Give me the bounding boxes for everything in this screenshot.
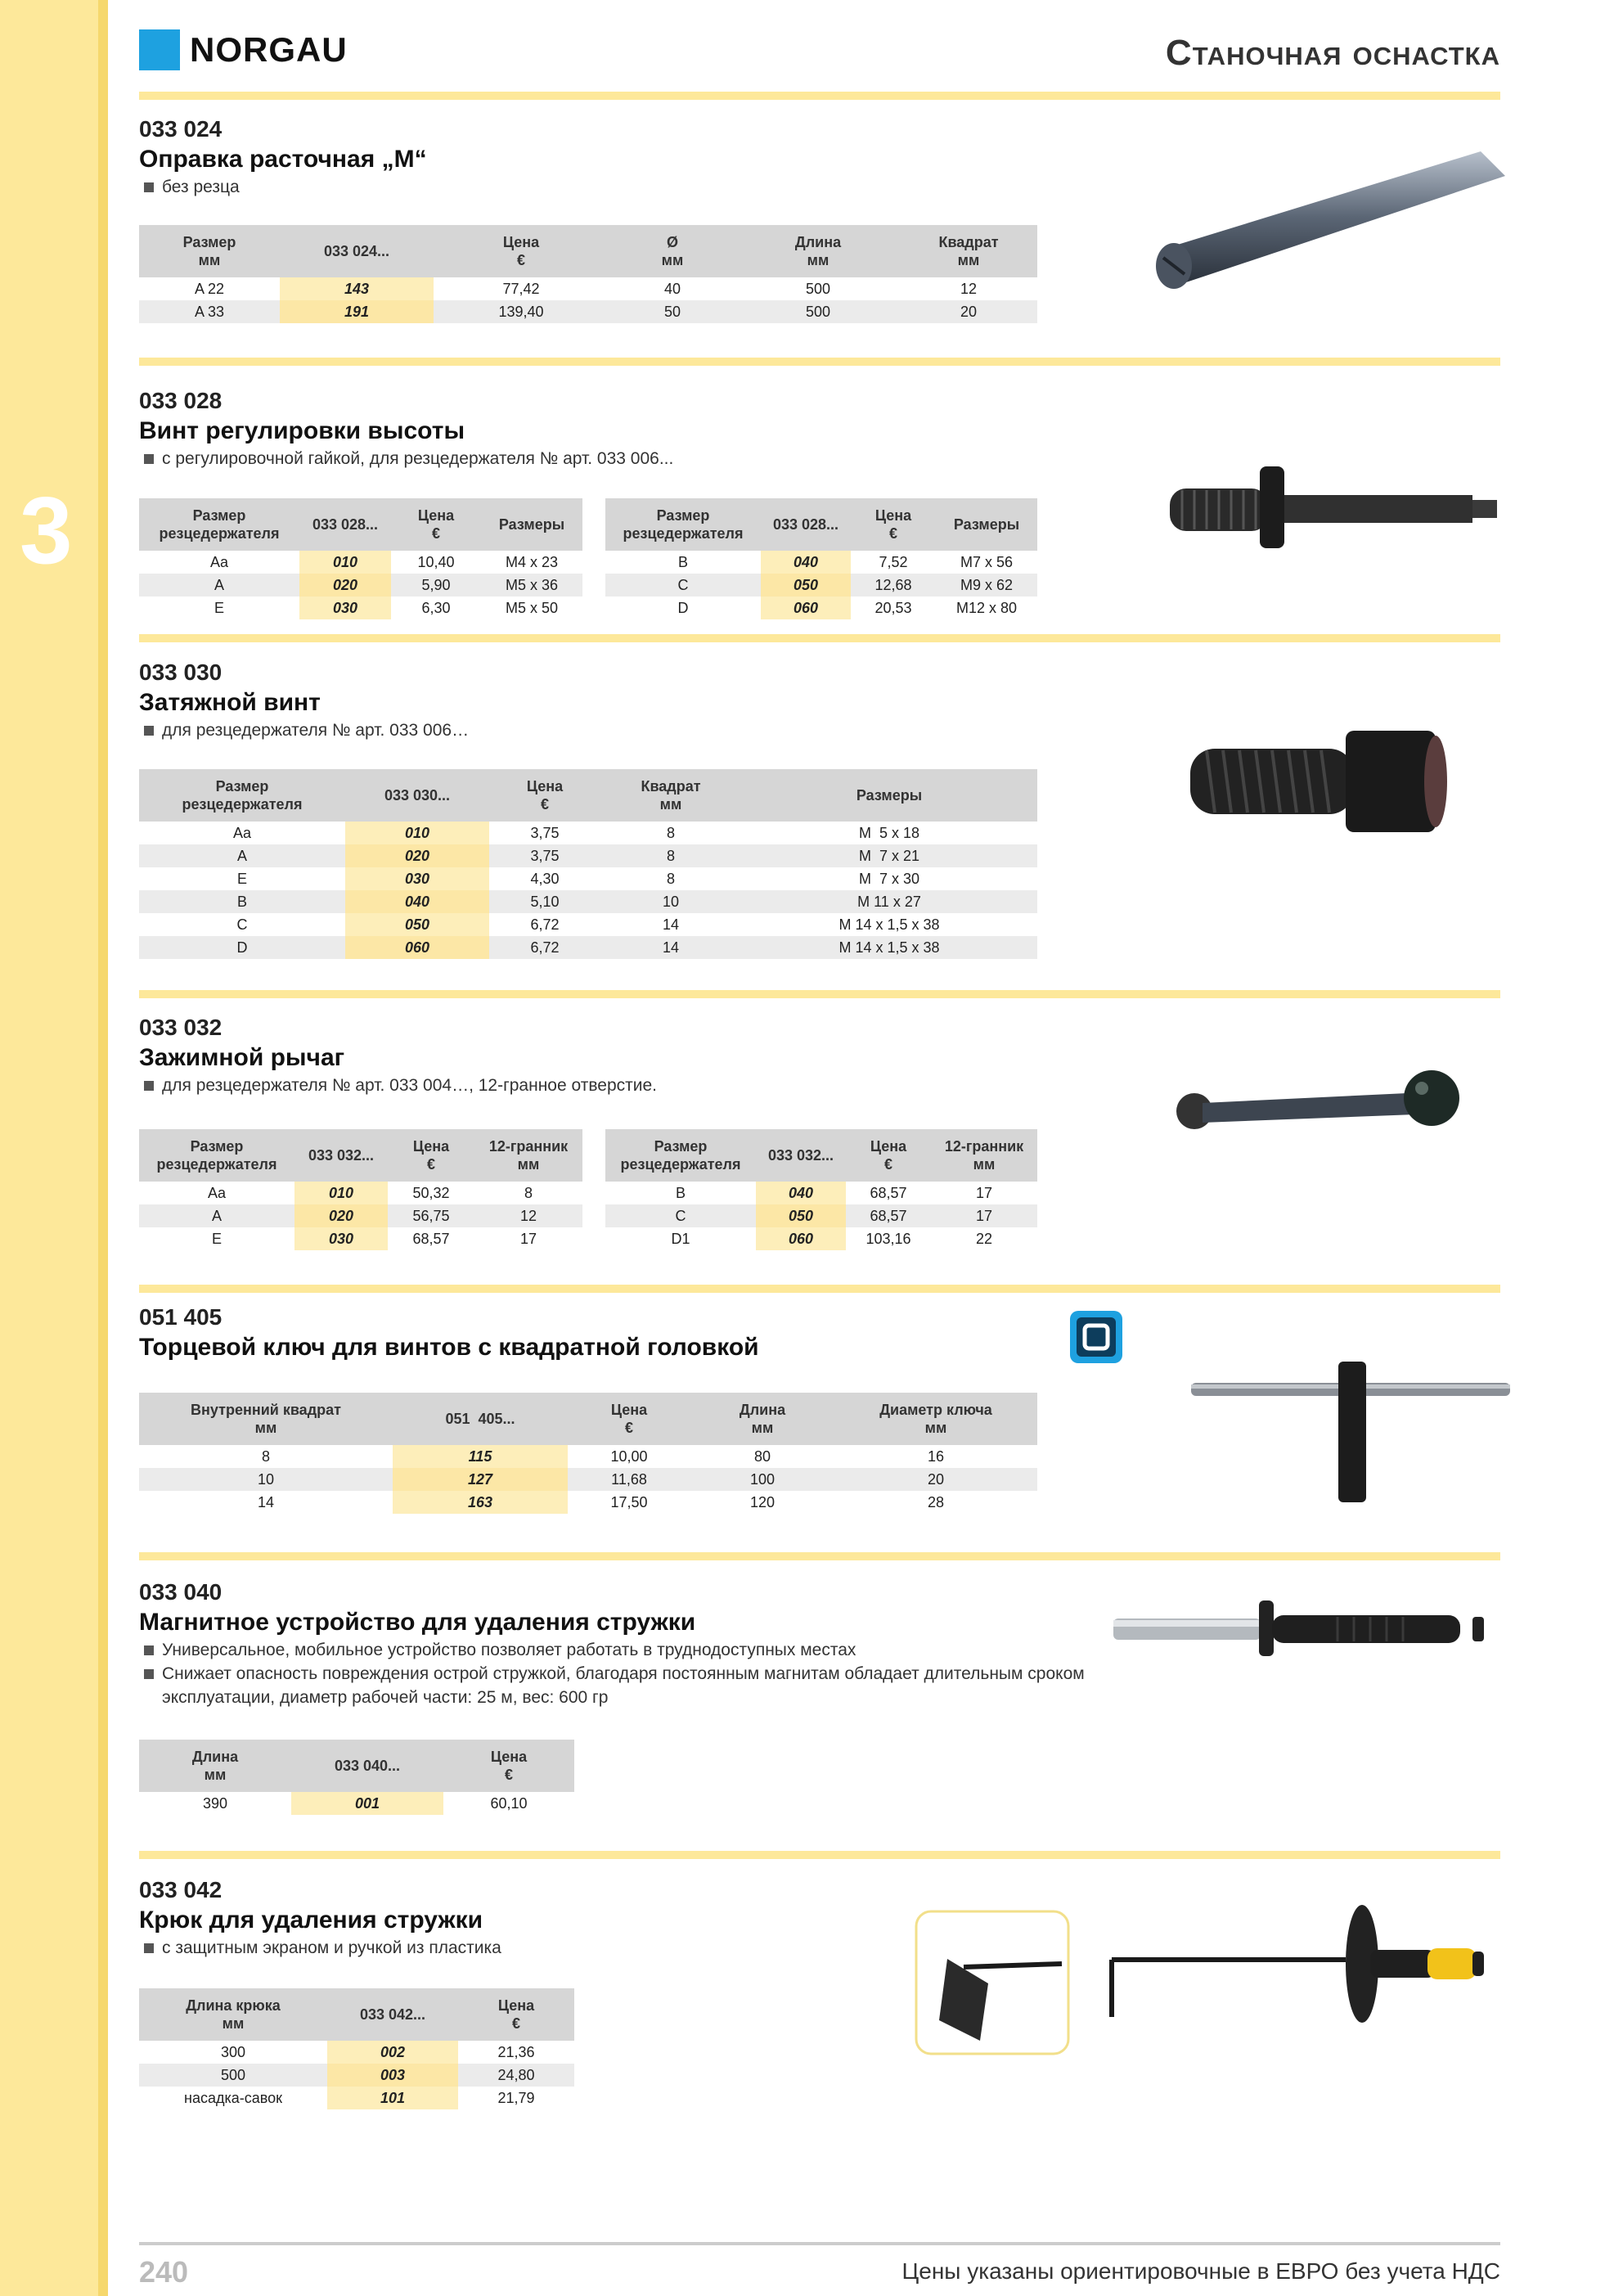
article-code-cell: 020 — [345, 844, 489, 867]
table-cell: M 7 x 21 — [741, 844, 1037, 867]
product-note: с защитным экраном и ручкой из пластика — [139, 1936, 501, 1960]
table-header: Размер резцедержателя — [605, 498, 761, 551]
table-cell: A — [139, 844, 345, 867]
table-header: Размер мм — [139, 225, 280, 277]
table-header-row — [139, 1129, 582, 1182]
table-row — [139, 1227, 582, 1250]
table-cell: 50,32 — [412, 1184, 450, 1201]
table-header: 033 028... — [761, 498, 851, 551]
table-cell: 8 — [261, 1447, 270, 1465]
table-header: Квадрат мм — [900, 225, 1037, 277]
table-cell: 10,00 — [610, 1447, 648, 1465]
square-socket-icon — [1068, 1309, 1124, 1365]
article-code-cell: 020 — [294, 1204, 388, 1227]
product-code: 033 042 — [139, 1877, 223, 1902]
table-header: Размер резцедержателя — [139, 1129, 294, 1182]
article-code-cell: 143 — [280, 277, 434, 300]
table-cell: 8 — [666, 870, 675, 887]
table-cell: Aa — [232, 824, 252, 841]
table-cell: 10 — [600, 890, 741, 913]
price-table-051-405 — [139, 1393, 1037, 1514]
table-cell: 6,72 — [530, 916, 560, 933]
table-header: Размеры — [936, 498, 1037, 551]
table-header: Диаметр ключа мм — [834, 1393, 1037, 1445]
product-033-032 — [139, 1013, 657, 1097]
section-divider — [139, 1285, 1500, 1293]
table-row — [139, 936, 1037, 959]
table-cell: 120 — [749, 1493, 776, 1510]
table-header: 033 040... — [291, 1740, 443, 1792]
table-cell: 22 — [975, 1230, 993, 1247]
product-033-024 — [139, 115, 427, 199]
table-header: 033 028... — [299, 498, 391, 551]
article-code-cell: 040 — [345, 890, 489, 913]
table-row — [139, 1445, 1037, 1468]
table-row — [605, 551, 1037, 574]
product-note: для резцедержателя № арт. 033 004…, 12-гранное отверстие. — [139, 1074, 657, 1097]
table-cell: 20 — [900, 300, 1037, 323]
article-code-cell: 127 — [393, 1468, 568, 1491]
table-cell: C — [236, 916, 248, 933]
table-cell: 139,40 — [434, 300, 609, 323]
table-cell: 5,90 — [391, 574, 481, 597]
table-cell: M5 x 50 — [505, 599, 559, 616]
table-header: Цена € — [443, 1740, 574, 1792]
table-row — [139, 1468, 1037, 1491]
product-title: Винт регулировки высоты — [139, 417, 465, 444]
article-code-cell: 001 — [291, 1792, 443, 1815]
table-cell: 56,75 — [388, 1204, 474, 1227]
table-header-row — [139, 1988, 574, 2041]
product-note: без резца — [139, 175, 427, 199]
article-code-cell: 010 — [299, 551, 391, 574]
article-code-cell: 163 — [393, 1491, 568, 1514]
product-title: Оправка расточная „M“ — [139, 146, 427, 173]
table-cell: E — [211, 1230, 222, 1247]
table-cell: 8 — [666, 824, 675, 841]
table-cell: M 5 x 18 — [858, 824, 920, 841]
product-code: 033 030 — [139, 660, 223, 685]
product-051-405 — [139, 1303, 759, 1363]
table-cell: A 22 — [194, 280, 225, 297]
table-header: Цена € — [568, 1393, 690, 1445]
table-header: Цена € — [391, 498, 481, 551]
article-code-cell: 030 — [299, 597, 391, 619]
product-title: Зажимной рычаг — [139, 1044, 345, 1071]
article-code-cell: 010 — [294, 1182, 388, 1204]
table-cell: 500 — [139, 2064, 327, 2087]
article-code-cell: 020 — [299, 574, 391, 597]
table-cell: 100 — [690, 1468, 834, 1491]
table-header: Размер резцедержателя — [605, 1129, 756, 1182]
table-header: Цена € — [458, 1988, 574, 2041]
table-cell: 20,53 — [874, 599, 912, 616]
footer-note: Цены указаны ориентировочные в ЕВРО без учета НДС — [901, 2258, 1500, 2284]
table-cell: 300 — [220, 2043, 246, 2060]
section-divider — [139, 1552, 1500, 1560]
product-title: Магнитное устройство для удаления стружки — [139, 1609, 696, 1636]
chip-hook-image — [1100, 1902, 1493, 2033]
table-cell: E — [236, 870, 247, 887]
price-table-033-032-right — [605, 1129, 1037, 1250]
price-table-033-030 — [139, 769, 1037, 959]
table-cell: 21,79 — [497, 2089, 535, 2106]
table-header-row — [139, 225, 1037, 277]
table-header: Цена € — [851, 498, 936, 551]
product-note: Снижает опасность повреждения острой стружкой, благодаря постоянным магнитам обладает длительным сроком эксплуатации, диаметр рабочей части: 25 м, вес: 600 гр — [139, 1662, 1104, 1709]
table-cell: 28 — [927, 1493, 945, 1510]
table-cell: Aa — [207, 1184, 227, 1201]
table-cell: M 14 x 1,5 x 38 — [741, 936, 1037, 959]
socket-wrench-image — [1186, 1358, 1513, 1506]
side-strip — [0, 0, 98, 2296]
product-note: с регулировочной гайкой, для резцедержателя № арт. 033 006... — [139, 447, 673, 470]
table-cell: 20 — [834, 1468, 1037, 1491]
table-header-row — [139, 498, 582, 551]
product-note: Универсальное, мобильное устройство позволяет работать в труднодоступных местах — [139, 1638, 1104, 1662]
table-cell: M4 x 23 — [505, 553, 559, 570]
table-cell: M5 x 36 — [481, 574, 582, 597]
table-cell: C — [605, 1204, 756, 1227]
table-cell: 80 — [753, 1447, 771, 1465]
table-cell: 60,10 — [490, 1794, 528, 1812]
table-row — [605, 1182, 1037, 1204]
product-code: 033 040 — [139, 1579, 223, 1605]
table-header: Внутренний квадрат мм — [139, 1393, 393, 1445]
table-row — [605, 597, 1037, 619]
table-header: Длина мм — [736, 225, 900, 277]
table-cell: M 7 x 30 — [858, 870, 920, 887]
product-title: Крюк для удаления стружки — [139, 1907, 483, 1934]
article-code-cell: 002 — [327, 2041, 458, 2064]
article-code-cell: 060 — [761, 597, 851, 619]
table-cell: 50 — [609, 300, 736, 323]
clamping-lever-image — [1170, 1064, 1481, 1146]
table-header: 12-гранник мм — [931, 1129, 1037, 1182]
product-033-042 — [139, 1875, 501, 1960]
table-cell: 24,80 — [458, 2064, 574, 2087]
table-row — [139, 913, 1037, 936]
product-033-040 — [139, 1578, 1104, 1709]
table-row — [139, 597, 582, 619]
table-row — [139, 300, 1037, 323]
table-header: Размер резцедержателя — [139, 498, 299, 551]
table-cell: 14 — [600, 936, 741, 959]
section-divider — [139, 634, 1500, 642]
table-header: Размеры — [741, 769, 1037, 822]
price-table-033-040 — [139, 1740, 574, 1815]
product-code: 033 032 — [139, 1015, 223, 1040]
table-cell: 14 — [662, 916, 680, 933]
product-note: для резцедержателя № арт. 033 006… — [139, 718, 469, 742]
section-divider — [139, 358, 1500, 366]
table-row — [139, 822, 1037, 844]
table-row — [605, 1204, 1037, 1227]
article-code-cell: 040 — [761, 551, 851, 574]
table-cell: 390 — [202, 1794, 228, 1812]
table-cell: 8 — [600, 844, 741, 867]
table-header: Цена € — [434, 225, 609, 277]
price-table-033-024 — [139, 225, 1037, 323]
table-cell: 3,75 — [530, 824, 560, 841]
boring-bar-image — [1153, 143, 1513, 307]
table-header: Размер резцедержателя — [139, 769, 345, 822]
table-cell: 21,36 — [497, 2043, 535, 2060]
magnetic-chip-remover-image — [1108, 1596, 1493, 1661]
table-cell: A — [139, 1204, 294, 1227]
article-code-cell: 101 — [327, 2087, 458, 2109]
table-cell: 3,75 — [489, 844, 600, 867]
table-header: 12-гранник мм — [474, 1129, 582, 1182]
table-cell: A 33 — [139, 300, 280, 323]
brand-logo-mark — [139, 29, 180, 70]
side-strip-edge — [98, 0, 108, 2296]
table-cell: D1 — [671, 1230, 690, 1247]
table-cell: 16 — [927, 1447, 945, 1465]
table-cell: 12 — [960, 280, 978, 297]
table-header: Цена € — [846, 1129, 931, 1182]
product-title: Затяжной винт — [139, 689, 321, 716]
table-row — [605, 574, 1037, 597]
table-row — [139, 1491, 1037, 1514]
chapter-number: 3 — [20, 477, 73, 583]
table-row — [139, 844, 1037, 867]
table-cell: A — [139, 574, 299, 597]
table-cell: насадка-савок — [184, 2089, 282, 2106]
table-row — [605, 1227, 1037, 1250]
table-cell: 103,16 — [865, 1230, 911, 1247]
table-cell: 6,30 — [421, 599, 451, 616]
table-header: 033 032... — [756, 1129, 846, 1182]
table-row — [139, 890, 1037, 913]
table-cell: 40 — [663, 280, 681, 297]
article-code-cell: 030 — [294, 1227, 388, 1250]
article-code-cell: 115 — [393, 1445, 568, 1468]
table-cell: 17,50 — [610, 1493, 648, 1510]
article-code-cell: 010 — [345, 822, 489, 844]
table-cell: M 11 x 27 — [741, 890, 1037, 913]
table-cell: 4,30 — [530, 870, 560, 887]
table-cell: 68,57 — [870, 1184, 907, 1201]
price-table-033-032-left — [139, 1129, 582, 1250]
table-header: Цена € — [489, 769, 600, 822]
table-cell: 17 — [975, 1184, 993, 1201]
table-cell: 12,68 — [851, 574, 936, 597]
table-cell: B — [677, 553, 688, 570]
table-row — [139, 551, 582, 574]
table-cell: 8 — [524, 1184, 533, 1201]
table-header: Длина мм — [139, 1740, 291, 1792]
table-cell: 7,52 — [879, 553, 908, 570]
table-header: Длина мм — [690, 1393, 834, 1445]
price-table-033-028-right — [605, 498, 1037, 619]
table-cell: D — [677, 599, 689, 616]
table-header: 033 032... — [294, 1129, 388, 1182]
article-code-cell: 050 — [756, 1204, 846, 1227]
table-header: 051 405... — [393, 1393, 568, 1445]
table-cell: 17 — [519, 1230, 537, 1247]
table-cell: 17 — [931, 1204, 1037, 1227]
section-divider — [139, 1851, 1500, 1859]
table-cell: M9 x 62 — [936, 574, 1037, 597]
header-divider — [139, 92, 1500, 100]
table-cell: Aa — [209, 553, 229, 570]
table-cell: M12 x 80 — [955, 599, 1018, 616]
table-header-row — [139, 1740, 574, 1792]
price-table-033-028-left — [139, 498, 582, 619]
table-cell: 68,57 — [412, 1230, 450, 1247]
table-header: Цена € — [388, 1129, 474, 1182]
article-code-cell: 050 — [761, 574, 851, 597]
table-header: 033 024... — [280, 225, 434, 277]
tension-screw-image — [1182, 724, 1452, 839]
page-number: 240 — [139, 2255, 189, 2289]
footer-divider — [139, 2242, 1500, 2245]
table-row — [139, 867, 1037, 890]
table-header-row — [139, 769, 1037, 822]
table-cell: M7 x 56 — [960, 553, 1014, 570]
table-cell: 10 — [139, 1468, 393, 1491]
table-header-row — [605, 498, 1037, 551]
table-header: 033 042... — [327, 1988, 458, 2041]
table-cell: 500 — [736, 300, 900, 323]
table-row — [139, 1182, 582, 1204]
table-row — [139, 2087, 574, 2109]
article-code-cell: 191 — [280, 300, 434, 323]
table-row — [139, 2041, 574, 2064]
table-cell: B — [139, 890, 345, 913]
brand-logo — [139, 29, 348, 70]
table-header: 033 030... — [345, 769, 489, 822]
brand-name: NORGAU — [190, 30, 348, 69]
table-header: Квадрат мм — [600, 769, 741, 822]
table-row — [139, 1204, 582, 1227]
adjusting-screw-image — [1162, 454, 1505, 560]
table-header: Ø мм — [609, 225, 736, 277]
page-header-title: Станочная оснастка — [1165, 33, 1500, 73]
table-cell: 10,40 — [417, 553, 455, 570]
table-cell: 5,10 — [489, 890, 600, 913]
scoop-attachment-image — [915, 1910, 1070, 2055]
table-cell: M 14 x 1,5 x 38 — [838, 916, 940, 933]
table-header-row — [139, 1393, 1037, 1445]
product-033-028 — [139, 386, 673, 470]
article-code-cell: 040 — [756, 1182, 846, 1204]
product-code: 033 028 — [139, 388, 223, 413]
table-cell: 500 — [805, 280, 831, 297]
table-header: Размеры — [481, 498, 582, 551]
product-code: 051 405 — [139, 1304, 223, 1330]
product-033-030 — [139, 658, 469, 742]
product-title: Торцевой ключ для винтов с квадратной головкой — [139, 1334, 759, 1361]
table-cell: C — [605, 574, 761, 597]
table-row — [139, 574, 582, 597]
article-code-cell: 050 — [345, 913, 489, 936]
table-cell: D — [139, 936, 345, 959]
table-cell: 77,42 — [502, 280, 540, 297]
table-header: Длина крюка мм — [139, 1988, 327, 2041]
table-cell: 12 — [474, 1204, 582, 1227]
article-code-cell: 060 — [756, 1227, 846, 1250]
table-cell: 6,72 — [489, 936, 600, 959]
table-cell: B — [675, 1184, 686, 1201]
table-row — [139, 2064, 574, 2087]
article-code-cell: 003 — [327, 2064, 458, 2087]
product-code: 033 024 — [139, 116, 223, 142]
section-divider — [139, 990, 1500, 998]
table-header-row — [605, 1129, 1037, 1182]
price-table-033-042 — [139, 1988, 574, 2109]
table-row — [139, 277, 1037, 300]
table-cell: E — [214, 599, 224, 616]
table-cell: 68,57 — [846, 1204, 931, 1227]
table-row — [139, 1792, 574, 1815]
article-code-cell: 060 — [345, 936, 489, 959]
article-code-cell: 030 — [345, 867, 489, 890]
table-cell: 14 — [257, 1493, 275, 1510]
table-cell: 11,68 — [568, 1468, 690, 1491]
